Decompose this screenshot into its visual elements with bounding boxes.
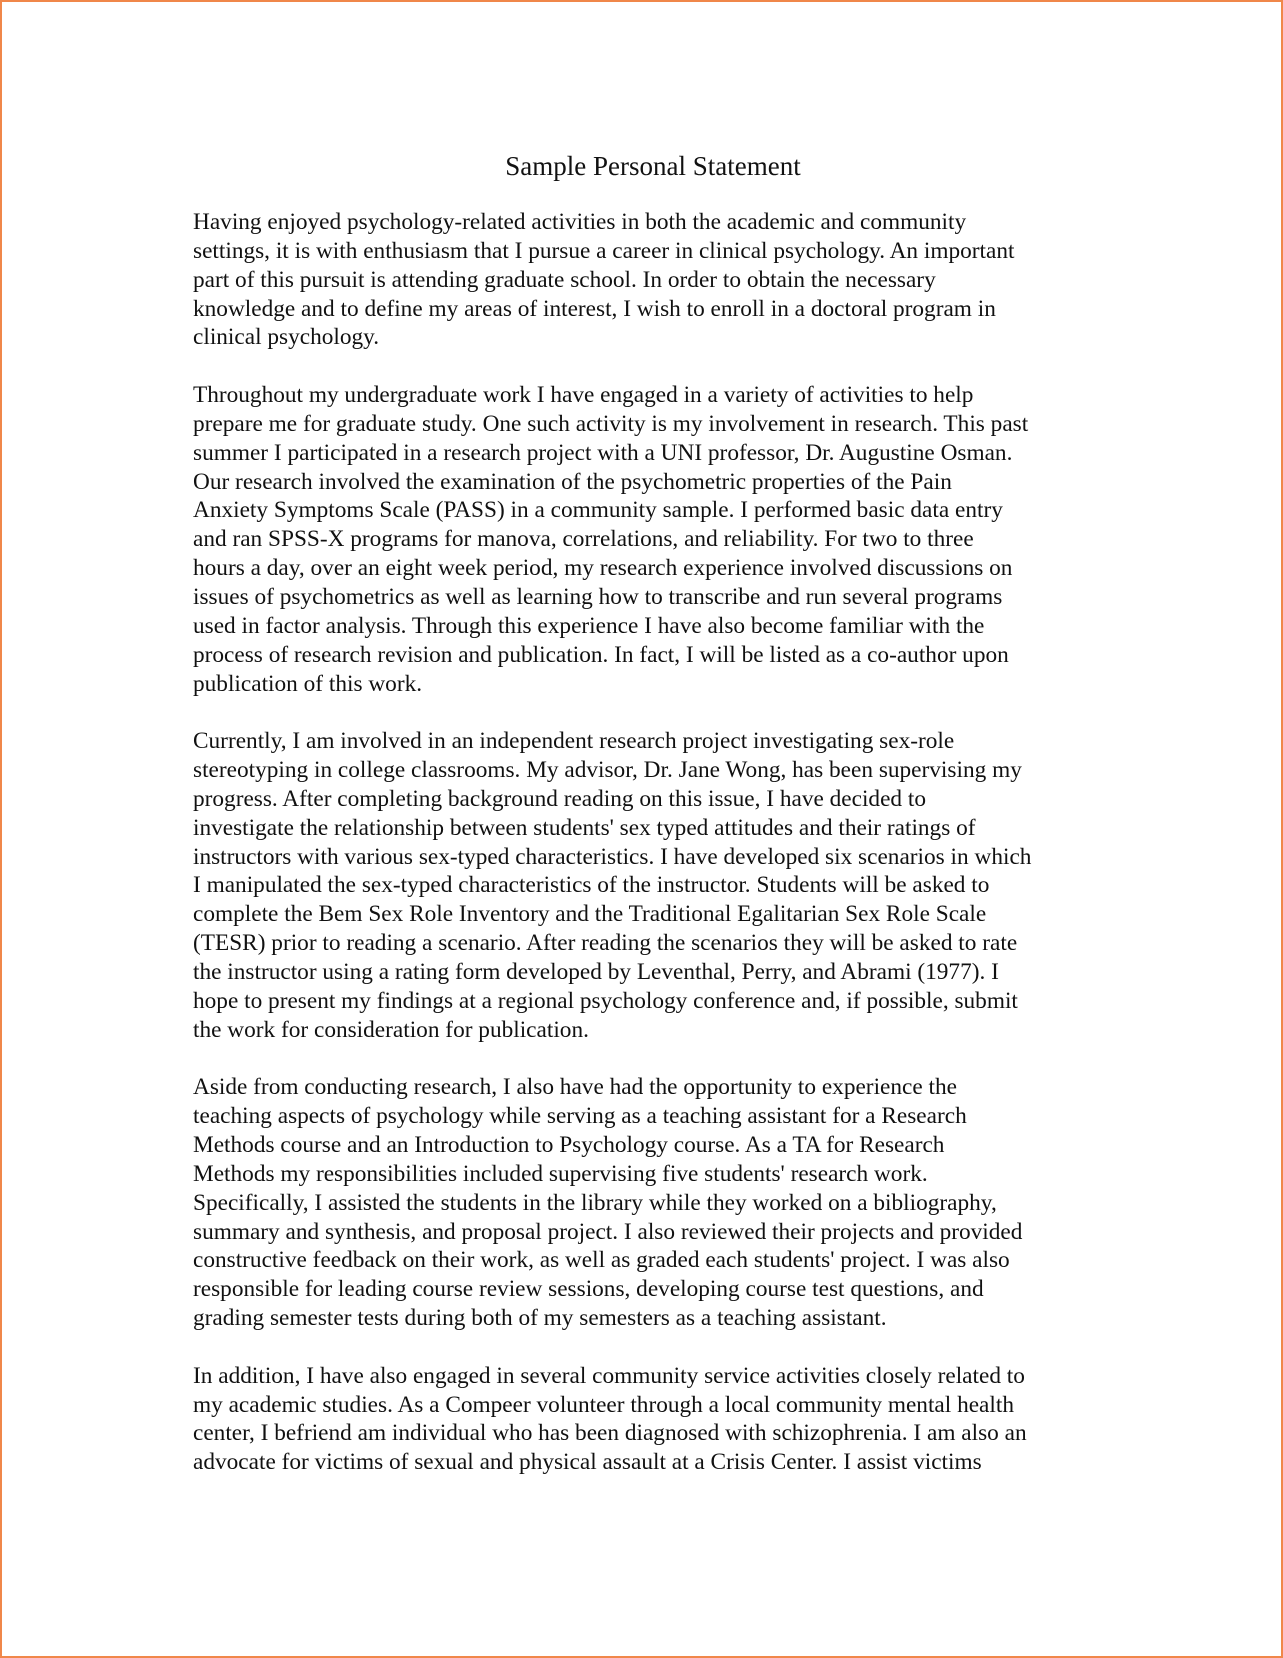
paragraph-line: Methods my responsibilities included supervising five students' research work. — [193, 1160, 928, 1187]
paragraph-line: complete the Bem Sex Role Inventory and the Traditional Egalitarian Sex Role Scale — [193, 901, 987, 928]
paragraph-line: summer I participated in a research project with a UNI professor, Dr. Augustine Osman. — [193, 439, 1013, 466]
paragraph-line: publication of this work. — [193, 670, 423, 697]
document-title: Sample Personal Statement — [505, 151, 801, 181]
paragraph-line: prepare me for graduate study. One such activity is my involvement in research. This past — [193, 410, 1029, 437]
paragraph-3 — [193, 727, 1113, 1044]
paragraph-line: used in factor analysis. Through this experience I have also become familiar with the — [193, 612, 985, 639]
paragraph-5 — [193, 1362, 1113, 1477]
paragraph-1 — [193, 208, 1113, 352]
paragraph-2 — [193, 381, 1113, 698]
paragraph-line: advocate for victims of sexual and physical assault at a Crisis Center. I assist victims — [193, 1449, 982, 1476]
paragraph-line: (TESR) prior to reading a scenario. After reading the scenarios they will be asked to rate — [193, 930, 1018, 957]
paragraph-line: constructive feedback on their work, as well as graded each students' project. I was also — [193, 1247, 1010, 1274]
paragraph-line: Anxiety Symptoms Scale (PASS) in a community sample. I performed basic data entry — [193, 497, 1003, 524]
paragraph-line: Throughout my undergraduate work I have engaged in a variety of activities to help — [193, 382, 974, 409]
paragraph-line: hope to present my findings at a regional psychology conference and, if possible, submit — [193, 987, 1018, 1014]
paragraph-line: Our research involved the examination of the psychometric properties of the Pain — [193, 468, 952, 495]
paragraph-line: part of this pursuit is attending graduate school. In order to obtain the necessary — [193, 266, 936, 293]
paragraph-line: issues of psychometrics as well as learning how to transcribe and run several programs — [193, 583, 1003, 610]
paragraph-4 — [193, 1073, 1113, 1333]
paragraph-container — [193, 208, 1113, 1477]
paragraph-line: process of research revision and publication. In fact, I will be listed as a co-author upon — [193, 641, 1009, 668]
paragraph-line: the instructor using a rating form developed by Leventhal, Perry, and Abrami (1977). I — [193, 958, 999, 985]
paragraph-line: Methods course and an Introduction to Psychology course. As a TA for Research — [193, 1132, 945, 1158]
paragraph-line: Aside from conducting research, I also have had the opportunity to experience the — [193, 1074, 957, 1101]
paragraph-line: responsible for leading course review sessions, developing course test questions, and — [193, 1276, 984, 1303]
paragraph-line: clinical psychology. — [193, 324, 380, 351]
paragraph-line: grading semester tests during both of my semesters as a teaching assistant. — [193, 1305, 887, 1332]
paragraph-line: Currently, I am involved in an independent research project investigating sex-role — [193, 728, 955, 755]
paragraph-line: my academic studies. As a Compeer volunteer through a local community mental health — [193, 1391, 1014, 1418]
paragraph-line: I manipulated the sex-typed characteristics of the instructor. Students will be asked to — [193, 872, 990, 899]
paragraph-line: the work for consideration for publication. — [193, 1016, 589, 1043]
paragraph-line: center, I befriend am individual who has been diagnosed with schizophrenia. I am also an — [193, 1420, 1027, 1447]
paragraph-line: instructors with various sex-typed characteristics. I have developed six scenarios in which — [193, 843, 1032, 870]
paragraph-line: and ran SPSS-X programs for manova, correlations, and reliability. For two to three — [193, 526, 974, 553]
paragraph-line: summary and synthesis, and proposal project. I also reviewed their projects and provided — [193, 1218, 1023, 1245]
paragraph-line: stereotyping in college classrooms. My advisor, Dr. Jane Wong, has been supervising my — [193, 757, 1022, 784]
paragraph-line: settings, it is with enthusiasm that I pursue a career in clinical psychology. An important — [193, 237, 1015, 264]
paragraph-line: Having enjoyed psychology-related activities in both the academic and community — [193, 209, 967, 235]
paragraph-line: investigate the relationship between students' sex typed attitudes and their ratings of — [193, 814, 976, 841]
paragraph-line: Specifically, I assisted the students in the library while they worked on a bibliography, — [193, 1189, 997, 1216]
paragraph-line: teaching aspects of psychology while serving as a teaching assistant for a Research — [193, 1103, 967, 1130]
paragraph-line: hours a day, over an eight week period, my research experience involved discussions on — [193, 555, 1013, 582]
document-body — [193, 150, 1113, 1506]
paragraph-line: progress. After completing background reading on this issue, I have decided to — [193, 785, 927, 812]
paragraph-line: knowledge and to define my areas of interest, I wish to enroll in a doctoral program in — [193, 295, 996, 322]
paragraph-line: In addition, I have also engaged in several community service activities closely related to — [193, 1362, 1025, 1389]
